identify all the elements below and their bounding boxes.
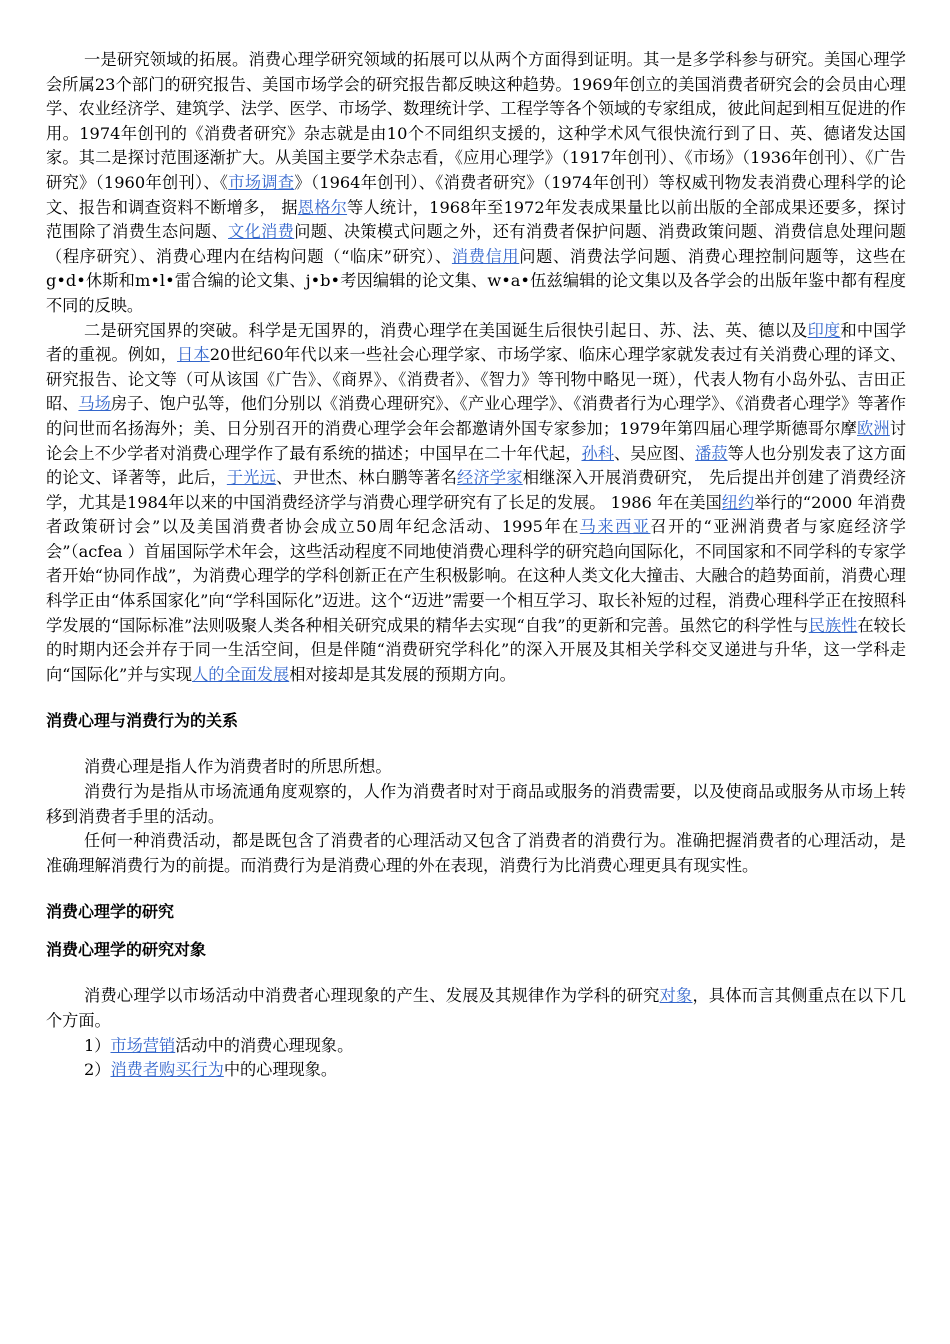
link-india[interactable]: 印度 [807,320,841,340]
heading-research-object: 消费心理学的研究对象 [46,940,207,960]
paragraph-research-borders: 二是研究国界的突破。科学是无国界的，消费心理学在美国诞生后很快引起日、苏、法、英、德以及印度和中国学者的重视。例如，日本20世纪60年代以来一些社会心理学家、市场学家、临床心理学家就发表过有关消费心理的译文、研究报告、论文等（可从该国《广告》、《商界》、《消费者》、《智力》等刊物中略见一斑），代表人物有小岛外弘、吉田正昭、马场房子、饱户弘等，他们分别以《消费心理研究》、《产业心理学》、《消费者行为心理学》、《消费者心理学》等著作的问世而名扬海外；美、日分别召开的消费心理学会年会都邀请外国专家参加；1979年第四届心理学斯德哥尔摩欧洲讨论会上不少学者对消费心理学作了最有系统的描述；中国早在二十年代起，孙科、吴应图、潘菽等人也分别发表了这方面的论文、译著等，此后，于光远、尹世杰、林白鹏等著名经济学家相继深入开展消费研究， 先后提出并创建了消费经济学，尤其是1984年以来的中国消费经济学与消费心理学研究有了长足的发展。 1986 年在美国纽约举行的“2000 年消费者政策研讨会”以及美国消费者协会成立50周年纪念活动、1995年在马来西亚召开的“亚洲消费者与家庭经济学会”（acfea ）首届国际学术年会，这些活动程度不同地使消费心理科学的研究趋向国际化，不同国家和不同学科的专家学者开始“协同作战”，为消费心理学的学科创新正在产生积极影响。在这种人类文化大撞击、大融合的趋势面前，消费心理科学正由“体系国家化”向“学科国际化”迈进。这个“迈进”需要一个相互学习、取长补短的过程，消费心理科学正在按照科学发展的“国际标准”法则吸聚人类各种相关研究成果的精华去实现“自我”的更新和完善。虽然它的科学性与民族性在较长的时期内还会并存于同一生活空间，但是伴随“消费研究学科化”的深入开展及其相关学科交叉递进与升华，这一学科走向“国际化”并与实现人的全面发展相对接却是其发展的预期方向。 [46,320,907,684]
link-human-development[interactable]: 人的全面发展 [192,664,290,684]
link-consumer-credit[interactable]: 消费信用 [451,246,520,266]
list-item: 2）消费者购买行为中的心理现象。 [84,1060,338,1080]
list-item: 1）市场营销活动中的消费心理现象。 [84,1035,354,1055]
paragraph-relationship: 任何一种消费活动，都是既包含了消费者的心理活动又包含了消费者的消费行为。准确把握消费者的心理活动，是准确理解消费行为的前提。而消费行为是消费心理的外在表现，消费行为比消费心理更具有现实性。 [46,831,906,875]
heading-psychology-behavior: 消费心理与消费行为的关系 [46,711,239,731]
link-cultural-consumption[interactable]: 文化消费 [228,222,295,242]
paragraph-research-field: 一是研究领域的拓展。消费心理学研究领域的拓展可以从两个方面得到证明。其一是多学科参与研究。美国心理学会所属23个部门的研究报告、美国市场学会的研究报告都反映这种趋势。1969年创立的美国消费者研究会的会员由心理学、农业经济学、建筑学、法学、医学、市场学、数理统计学、工程学等各个领域的专家组成，彼此间起到相互促进的作用。1974年创刊的《消费者研究》杂志就是由10个不同组织支援的，这种学术风气很快流行到了日、英、德诸发达国家。其二是探讨范围逐渐扩大。从美国主要学术杂志看，《应用心理学》（1917年创刊）、《市场》（1936年创刊）、《广告研究》（1960年创刊）、《市场调查》（1964年创刊）、《消费者研究》（1974年创刊）等权威刊物发表消费心理科学的论文、报告和调查资料不断增多， 据恩格尔等人统计，1968年至1972年发表成果量比以前出版的全部成果还要多，探讨范围除了消费生态问题、文化消费问题、决策模式问题之外，还有消费者保护问题、消费政策问题、消费信息处理问题（程序研究）、消费心理内在结构问题（“临床”研究）、消费信用问题、消费法学问题、消费心理控制问题等，这些在g•d•休斯和m•l•雷合编的论文集、j•b•考因编辑的论文集、w•a•伍兹编辑的论文集以及各学会的出版年鉴中都有程度不同的反映。 [46,50,907,315]
research-focus-list [46,1034,906,1083]
link-pan-shu[interactable]: 潘菽 [695,443,728,463]
heading-research: 消费心理学的研究 [46,902,175,922]
link-purchase-behavior[interactable]: 消费者购买行为 [110,1060,224,1080]
link-europe[interactable]: 欧洲 [857,418,890,438]
paragraph-definition-behavior: 消费行为是指从市场流通角度观察的，人作为消费者时对于商品或服务的消费需要，以及使商品或服务从市场上转移到消费者手里的活动。 [46,782,906,826]
link-new-york[interactable]: 纽约 [721,492,755,512]
link-engel[interactable]: 恩格尔 [297,197,348,217]
link-sun-ke[interactable]: 孙科 [581,443,614,463]
link-baba[interactable]: 马场 [78,394,111,414]
link-market-survey[interactable]: 市场调查 [228,172,295,192]
link-malaysia[interactable]: 马来西亚 [579,517,651,537]
paragraph-definition-psychology: 消费心理是指人作为消费者时的所思所想。 [84,757,392,777]
link-object[interactable]: 对象 [659,986,693,1006]
link-japan[interactable]: 日本 [176,345,210,365]
link-yu-guangyuan[interactable]: 于光远 [226,468,277,488]
link-marketing[interactable]: 市场营销 [110,1035,176,1055]
link-nationality[interactable]: 民族性 [808,615,858,635]
paragraph-research-object: 消费心理学以市场活动中消费者心理现象的产生、发展及其规律作为学科的研究对象，具体而言其侧重点在以下几个方面。 [46,986,906,1030]
link-economist[interactable]: 经济学家 [457,468,523,488]
document-page [46,48,906,1083]
